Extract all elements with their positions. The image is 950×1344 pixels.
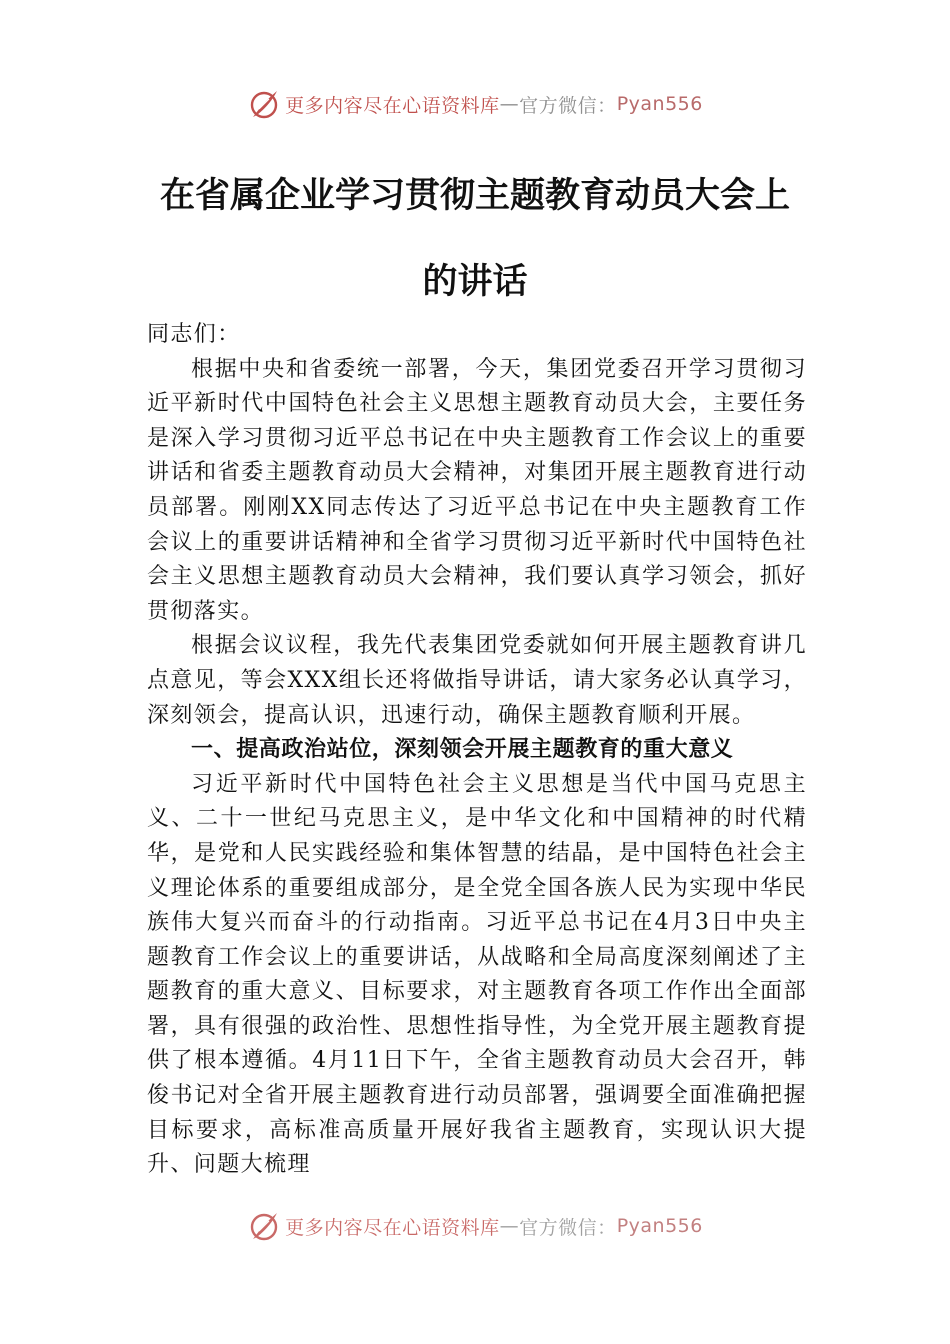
watermark-dash: — [499,93,520,115]
watermark-brand: 更多内容尽在心语资料库 [285,94,500,117]
section-heading: 一、提高政治站位，深刻领会开展主题教育的重大意义 [191,737,734,763]
watermark-wechat-id: Pyan556 [616,93,703,115]
footer-watermark [0,1206,950,1246]
section-paragraph: 习近平新时代中国特色社会主义思想是当代中国马克思主义、二十一世纪马克思主义，是中华文化和中国精神的时代精华，是党和人民实践经验和集体智慧的结晶，是中国特色社会主义理论体系的重要组成部分，是全党全国各族人民为实现中华民族伟大复兴而奋斗的行动指南。习近平总书记在4月3日中央主题教育工作会议上的重要讲话，从战略和全局高度深刻阐述了主题教育的重大意义、目标要求，对主题教育各项工作作出全面部署，具有很强的政治性、思想性指导性，为全党开展主题教育提供了根本遵循。4月11日下午，全省主题教育动员大会召开，韩俊书记对全省开展主题教育进行动员部署，强调要全面准确把握目标要求，高标准高质量开展好我省主题教育，实现认识大提升、问题大梳理 [147,771,807,1178]
document-body [147,318,807,1183]
watermark-wechat-label: 官方微信： [519,1216,617,1239]
quill-logo-icon [247,1209,281,1243]
watermark-wechat-id: Pyan556 [616,1215,703,1237]
header-watermark [0,84,950,124]
salutation: 同志们： [147,322,241,347]
quill-logo-icon [247,87,281,121]
watermark-brand: 更多内容尽在心语资料库 [285,1216,500,1239]
document-title: 在省属企业学习贯彻主题教育动员大会上的讲话 [159,175,790,302]
body-paragraph: 根据会议议程，我先代表集团党委就如何开展主题教育讲几点意见，等会XXX组长还将做指导讲话，请大家务必认真学习，深刻领会，提高认识，迅速行动，确保主题教育顺利开展。 [147,633,807,728]
watermark-dash: — [499,1215,520,1237]
watermark-wechat-label: 官方微信： [519,94,617,117]
body-paragraph: 根据中央和省委统一部署，今天，集团党委召开学习贯彻习近平新时代中国特色社会主义思想主题教育动员大会，主要任务是深入学习贯彻习近平总书记在中央主题教育工作会议上的重要讲话和省委主题教育动员大会精神，对集团开展主题教育进行动员部署。刚刚XX同志传达了习近平总书记在中央主题教育工作会议上的重要讲话精神和全省学习贯彻习近平新时代中国特色社会主义思想主题教育动员大会精神，我们要认真学习领会，抓好贯彻落实。 [147,356,807,624]
